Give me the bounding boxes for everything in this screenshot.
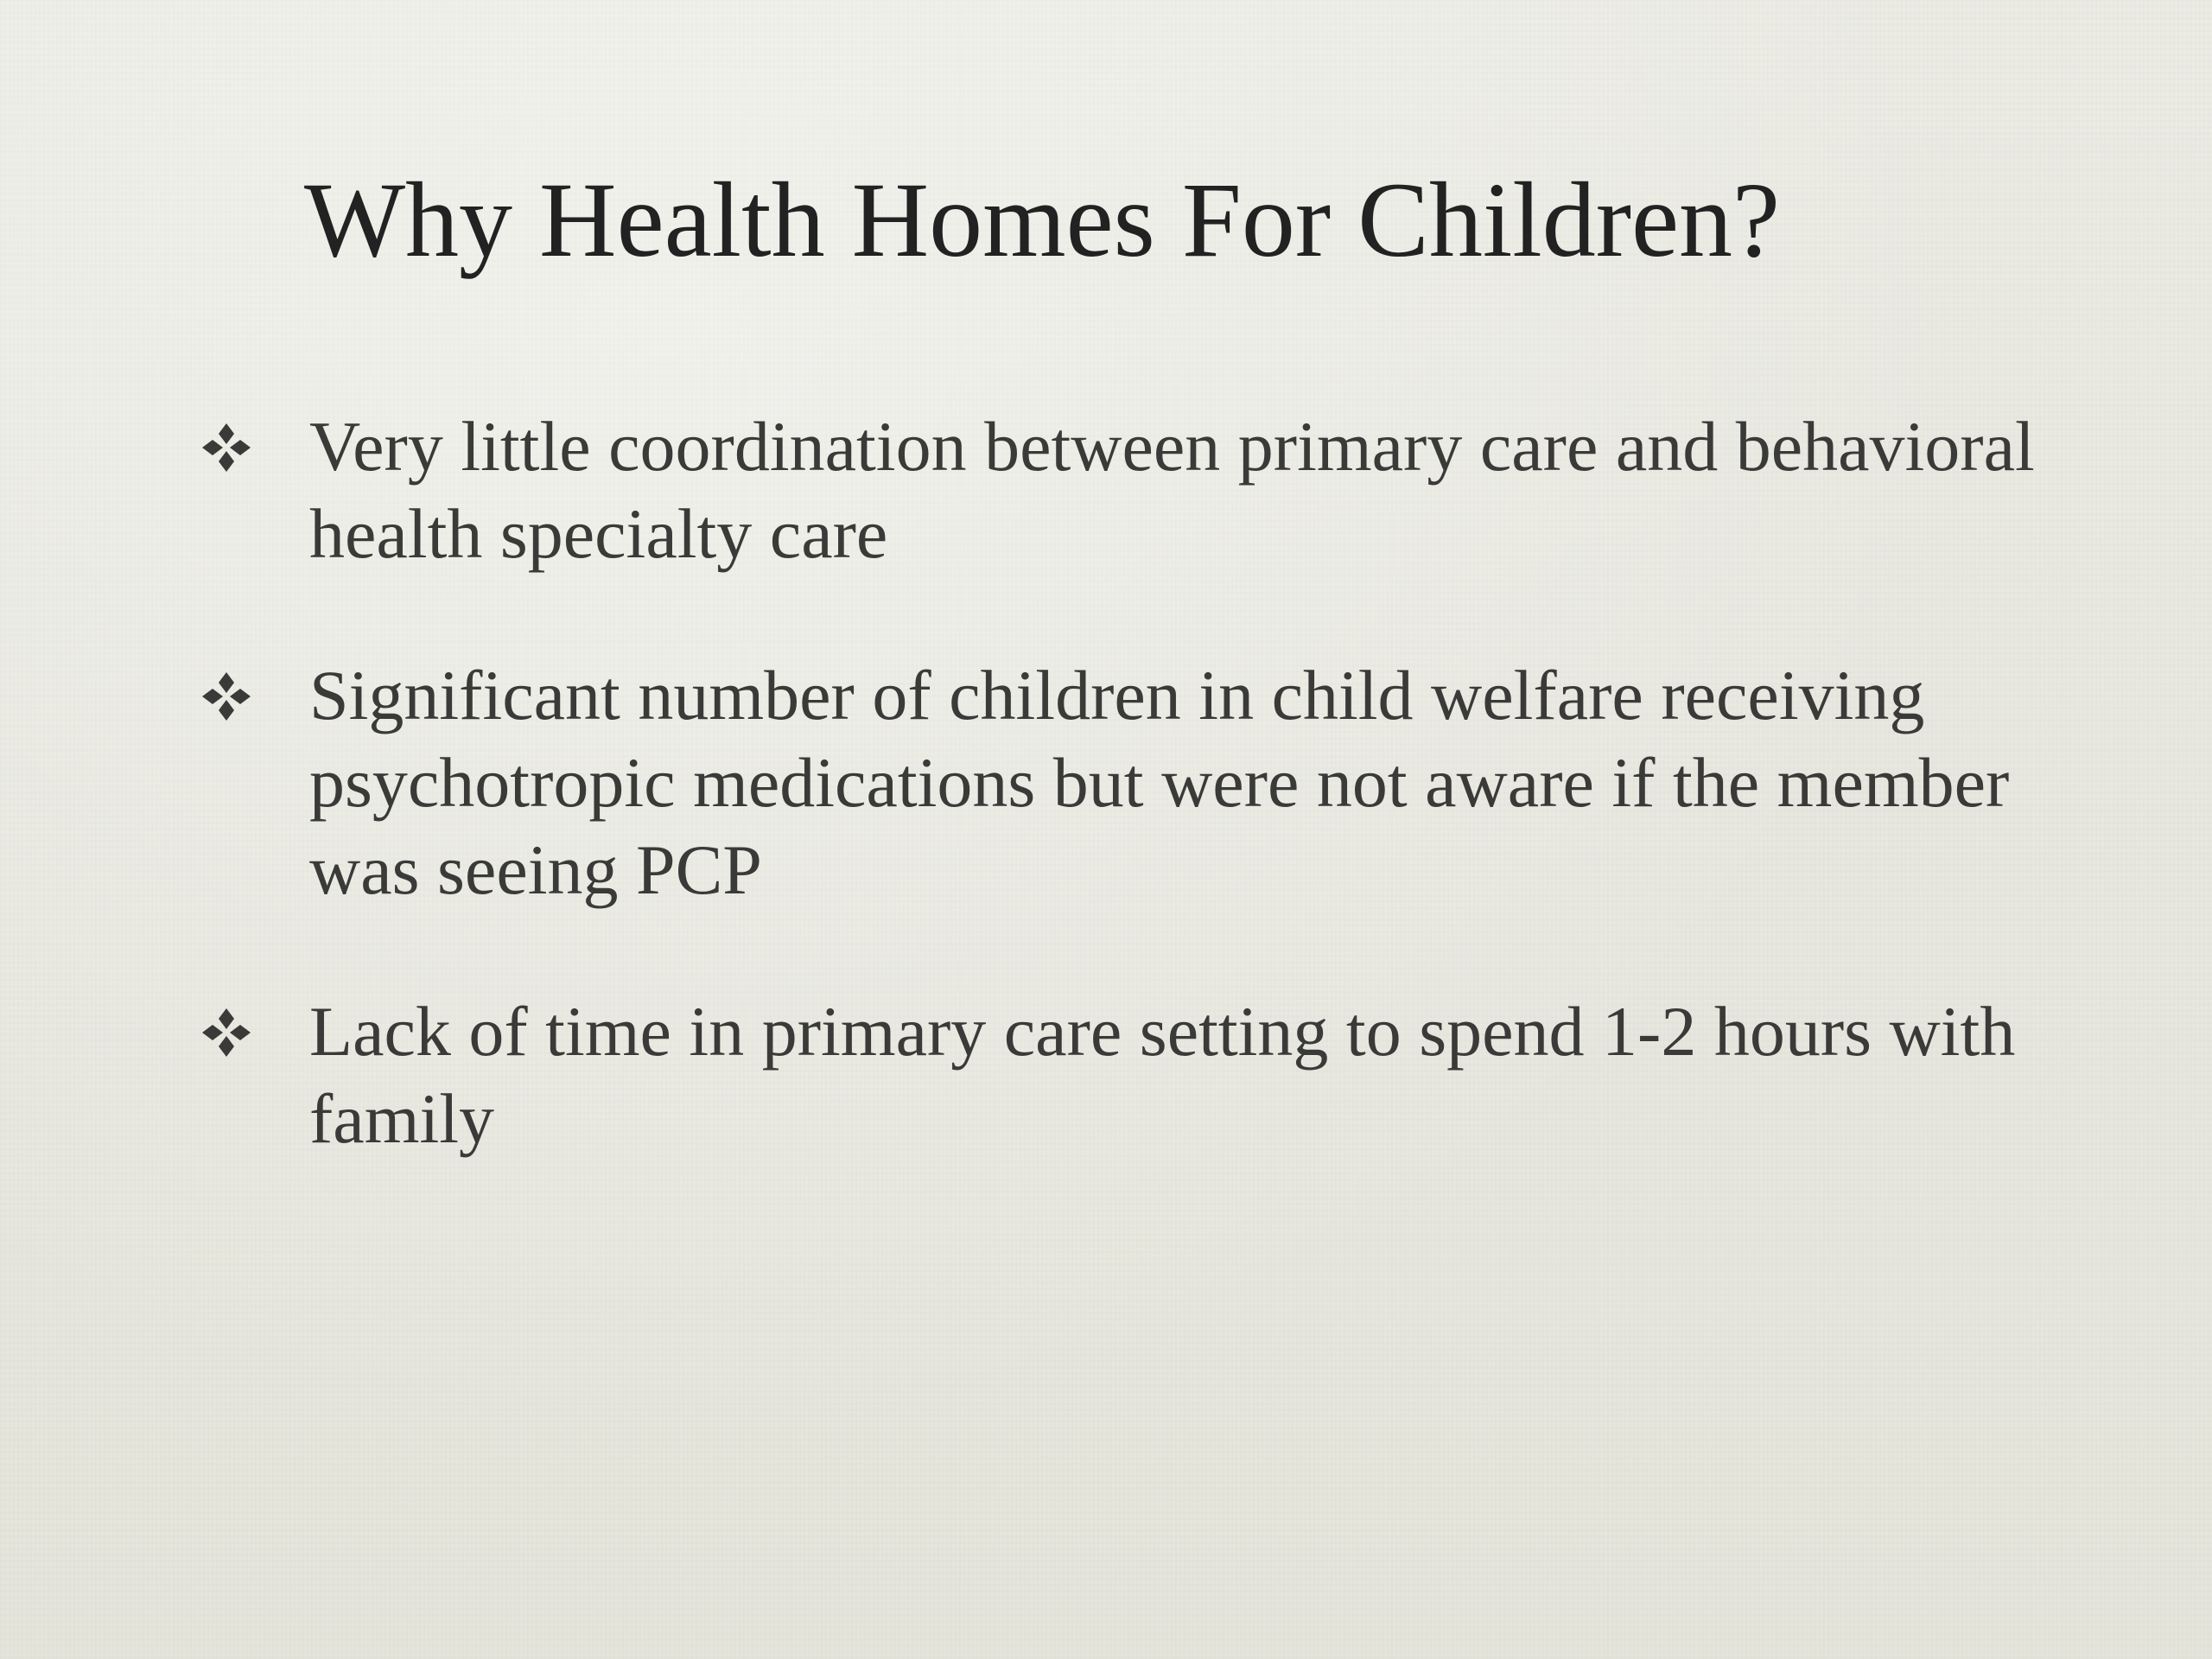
bullet-item <box>199 988 2056 1162</box>
four-diamond-bullet-icon <box>199 420 254 475</box>
bullet-text: Very little coordination between primary care and behavioral health specialty care <box>309 407 2035 573</box>
four-diamond-bullet-icon <box>199 669 254 724</box>
bullet-list <box>199 403 2056 1236</box>
bullet-item <box>199 652 2056 913</box>
bullet-text: Lack of time in primary care setting to spend 1-2 hours with family <box>309 992 2016 1158</box>
four-diamond-bullet-icon <box>199 1005 254 1060</box>
bullet-text: Significant number of children in child welfare receiving psychotropic medications but were not aware if the member was seeing PCP <box>309 656 2010 909</box>
slide-title: Why Health Homes For Children? <box>304 161 1781 279</box>
bullet-item <box>199 403 2056 577</box>
